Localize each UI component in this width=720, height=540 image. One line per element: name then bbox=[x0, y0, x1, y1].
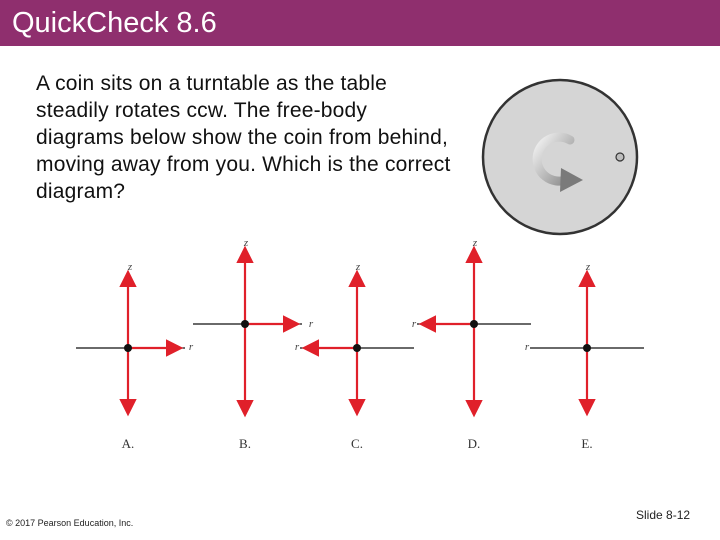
choice-label: C. bbox=[351, 436, 363, 451]
diagram-a bbox=[76, 261, 194, 451]
choice-label: A. bbox=[121, 436, 135, 451]
r-axis-label: r bbox=[524, 341, 530, 353]
r-axis-label: r bbox=[308, 318, 314, 330]
r-axis-label: r bbox=[294, 341, 300, 353]
diagram-c bbox=[295, 261, 414, 451]
turntable-disc bbox=[483, 80, 637, 234]
turntable-illustration bbox=[483, 80, 637, 234]
z-axis-label: z bbox=[472, 237, 478, 249]
coin-dot bbox=[124, 344, 132, 352]
coin-icon bbox=[616, 153, 624, 161]
coin-dot bbox=[241, 320, 249, 328]
question-text: A coin sits on a turntable as the table steadily rotates ccw. The free-body diagrams below show the coin from behind, moving away from you. Which is the correct diagram? bbox=[36, 72, 451, 203]
diagram-e bbox=[525, 261, 644, 451]
z-axis-label: z bbox=[585, 261, 591, 273]
z-axis-label: z bbox=[127, 261, 133, 273]
copyright-text: © 2017 Pearson Education, Inc. bbox=[6, 518, 134, 528]
choice-label: B. bbox=[239, 436, 251, 451]
coin-dot bbox=[470, 320, 478, 328]
r-axis-label: r bbox=[411, 318, 417, 330]
coin-dot bbox=[583, 344, 591, 352]
coin-dot bbox=[353, 344, 361, 352]
r-axis-label: r bbox=[188, 341, 194, 353]
diagram-d bbox=[412, 237, 531, 451]
slide-number: Slide 8-12 bbox=[636, 508, 691, 522]
free-body-diagrams bbox=[76, 237, 644, 451]
choice-label: D. bbox=[467, 436, 481, 451]
slide-title: QuickCheck 8.6 bbox=[12, 7, 217, 39]
z-axis-label: z bbox=[355, 261, 361, 273]
z-axis-label: z bbox=[243, 237, 249, 249]
choice-label: E. bbox=[581, 436, 593, 451]
